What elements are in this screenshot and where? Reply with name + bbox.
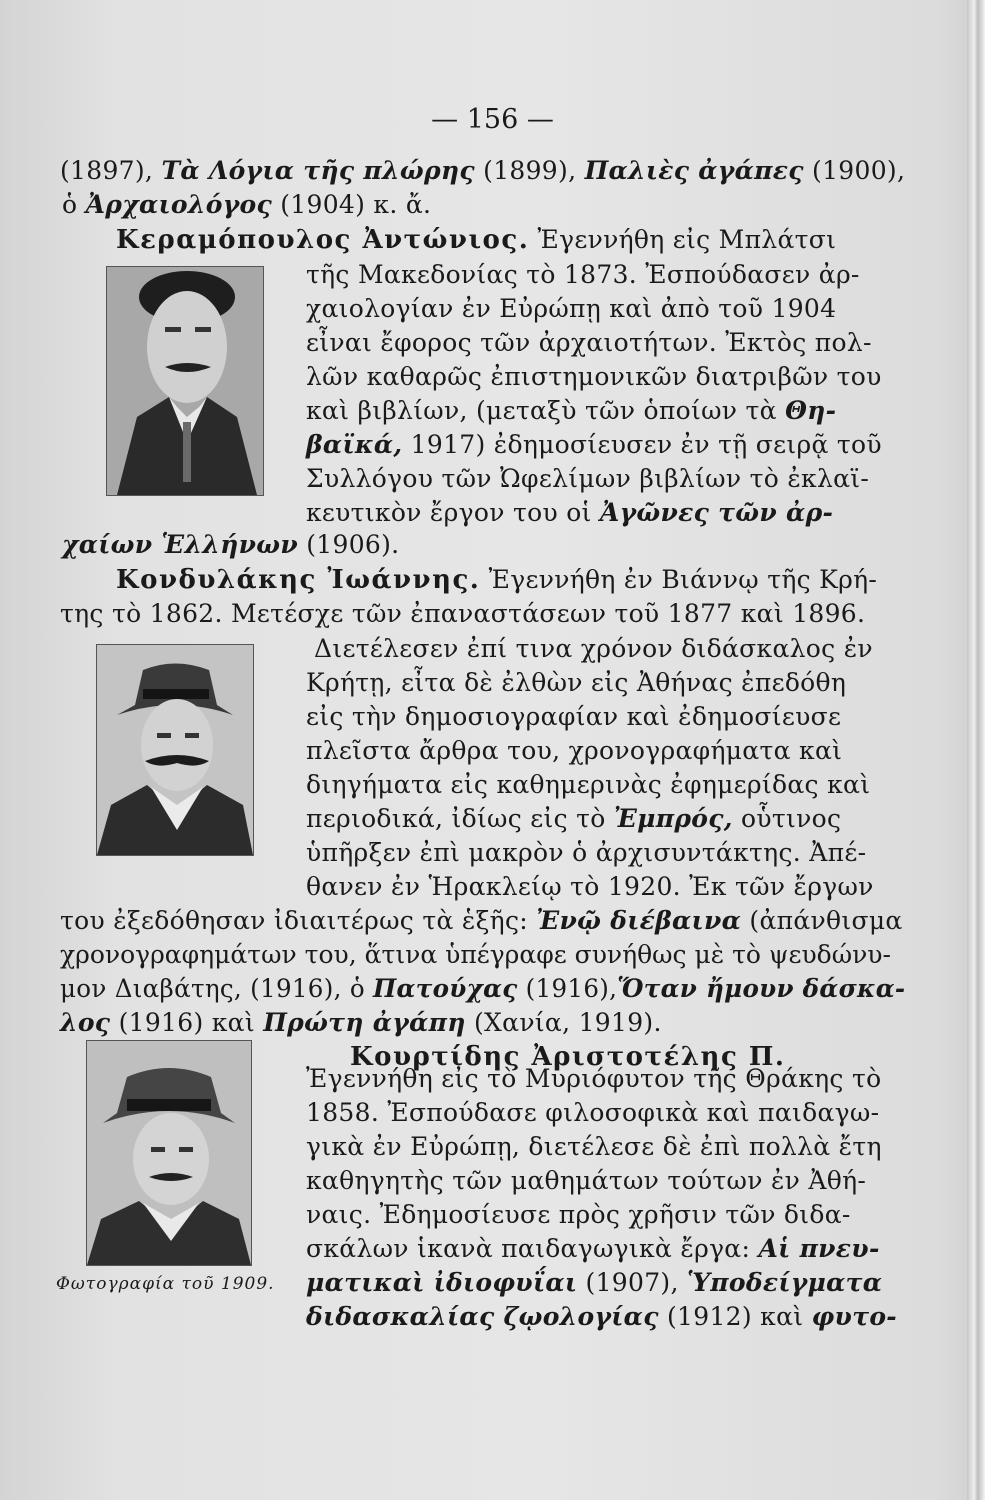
text-line: της τὸ 1862. Μετέσχε τῶν ἐπαναστάσεων τοῦ 1877 καὶ 1896. — [60, 599, 866, 628]
work-title: Τὰ Λόγια τῆς πλώρης — [161, 156, 475, 185]
text-line — [60, 976, 905, 1001]
entry-name: Κουρτίδης Ἀριστοτέλης Π. — [350, 1042, 786, 1072]
text-line: χρονογραφημάτων του, ἅτινα ὑπέγραφε συνήθως μὲ τὸ ψευδώνυ- — [60, 940, 891, 969]
text-segment: σκάλων ἱκανὰ παιδαγωγικὰ ἔργα: — [306, 1234, 759, 1263]
text-line: καθηγητὴς τῶν μαθημάτων τούτων ἐν Ἀθή- — [306, 1166, 867, 1195]
work-title: Ὑποδείγματα — [686, 1268, 883, 1297]
work-title: φυτο- — [811, 1302, 897, 1331]
text-line — [306, 1304, 897, 1329]
portrait-image — [107, 267, 263, 495]
text-line: εἰς τὴν δημοσιογραφίαν καὶ ἐδημοσίευσε — [306, 702, 842, 731]
work-title: Πρώτη ἀγάπη — [263, 1008, 466, 1037]
portrait-image — [87, 1041, 251, 1265]
text-line — [60, 1010, 662, 1035]
text-segment: κευτικὸν ἔργον του οἱ — [306, 498, 600, 527]
work-title: Παλιὲς ἀγάπες — [584, 156, 804, 185]
text-line: πλεῖστα ἄρθρα του, χρονογραφήματα καὶ — [306, 736, 843, 765]
work-title: Ἐνῷ διέβαινα — [536, 906, 742, 935]
text-line: χαιολογίαν ἐν Εὐρώπῃ καὶ ἀπὸ τοῦ 1904 — [306, 294, 837, 323]
text-segment: ὁ — [62, 190, 86, 219]
text-line — [306, 398, 836, 423]
work-title: Ὅταν ἤμουν δάσκα- — [617, 974, 906, 1003]
text-line — [306, 500, 833, 525]
text-line: γικὰ ἐν Εὐρώπῃ, διετέλεσε δὲ ἐπὶ πολλὰ ἔτη — [306, 1132, 882, 1161]
work-title: Ἐμπρός, — [613, 804, 733, 833]
text-segment: Ἐγεννήθη ἐν Βιάννῳ τῆς Κρή- — [480, 565, 878, 594]
entry-name: Κονδυλάκης Ἰωάννης. — [116, 565, 481, 595]
portrait-photo-keramopoulos — [106, 266, 264, 496]
entry-heading-line — [116, 227, 836, 253]
text-segment: (Χανία, 1919). — [465, 1008, 662, 1037]
text-line — [306, 432, 882, 457]
text-segment: (1916) καὶ — [110, 1008, 264, 1037]
text-segment: (1912) καὶ — [658, 1302, 812, 1331]
text-segment: (1907), — [577, 1268, 687, 1297]
text-line: θανεν ἐν Ἡρακλείῳ τὸ 1920. Ἐκ τῶν ἔργων — [306, 872, 874, 901]
work-title: Ἀρχαιολόγος — [85, 190, 272, 219]
work-title: χαίων Ἑλλήνων — [62, 530, 298, 559]
text-line: τῆς Μακεδονίας τὸ 1873. Ἐσπούδασεν ἀρ- — [306, 260, 860, 289]
page-number: — 156 — — [431, 104, 554, 135]
text-line: Ἐγεννήθη εἰς τὸ Μυριόφυτον τῆς Θράκης τὸ — [306, 1064, 882, 1093]
work-title: Θη- — [785, 396, 837, 425]
text-line — [306, 1236, 880, 1261]
text-line: ὑπῆρξεν ἐπὶ μακρὸν ὁ ἀρχισυντάκτης. Ἀπέ- — [306, 838, 867, 867]
work-title: λος — [60, 1008, 111, 1037]
text-segment: (1899), — [474, 156, 585, 185]
text-segment: μον Διαβάτης, (1916), ὁ — [60, 974, 374, 1003]
text-line — [60, 158, 905, 183]
entry-heading-line — [116, 567, 877, 593]
text-segment: (1906). — [297, 530, 400, 559]
text-line: διηγήματα εἰς καθημερινὰς ἐφημερίδας καὶ — [306, 770, 871, 799]
text-segment: (1900), — [803, 156, 906, 185]
work-title: Πατούχας — [373, 974, 518, 1003]
text-line: λῶν καθαρῶς ἐπιστημονικῶν διατριβῶν του — [306, 362, 882, 391]
text-line — [306, 806, 841, 831]
text-segment: καὶ βιβλίων, (μεταξὺ τῶν ὁποίων τὰ — [306, 396, 786, 425]
text-segment: (1916), — [517, 974, 618, 1003]
portrait-image — [97, 645, 253, 855]
text-segment: Ἐγεννήθη εἰς Μπλάτσι — [529, 225, 837, 254]
text-line — [62, 192, 431, 217]
text-line — [60, 908, 903, 933]
text-line: ναις. Ἐδημοσίευσε πρὸς χρῆσιν τῶν διδα- — [306, 1200, 851, 1229]
photo-caption: Φωτογραφία τοῦ 1909. — [56, 1274, 275, 1294]
work-title: Ἀγῶνες τῶν ἀρ- — [599, 498, 834, 527]
work-title: Αἱ πνευ- — [758, 1234, 880, 1263]
text-segment: (1904) κ. ἄ. — [272, 190, 432, 219]
text-segment: (1897), — [60, 156, 162, 185]
portrait-photo-kondylakis — [96, 644, 254, 856]
portrait-photo-kourtidis — [86, 1040, 252, 1266]
text-segment: 1917) ἐδημοσίευσεν ἐν τῇ σειρᾷ τοῦ — [402, 430, 882, 459]
work-title: ματικαὶ ἰδιοφυΐαι — [306, 1268, 578, 1297]
text-segment: του ἐξεδόθησαν ἰδιαιτέρως τὰ ἑξῆς: — [60, 906, 537, 935]
text-line: Συλλόγου τῶν Ὠφελίμων βιβλίων τὸ ἐκλαϊ- — [306, 464, 870, 493]
text-line: εἶναι ἔφορος τῶν ἀρχαιοτήτων. Ἐκτὸς πολ- — [306, 328, 872, 357]
text-line — [306, 1270, 882, 1295]
text-line — [62, 532, 399, 557]
text-segment: (ἀπάνθισμα — [741, 906, 903, 935]
work-title: βαϊκά, — [306, 430, 403, 459]
text-line: 1858. Ἐσπούδασε φιλοσοφικὰ καὶ παιδαγω- — [306, 1098, 880, 1127]
text-segment: περιοδικά, ἰδίως εἰς τὸ — [306, 804, 614, 833]
page-edge — [967, 0, 985, 1500]
text-line: Διετέλεσεν ἐπί τινα χρόνον διδάσκαλος ἐν — [314, 634, 873, 663]
text-line: Κρήτῃ, εἶτα δὲ ἐλθὼν εἰς Ἀθήνας ἐπεδόθη — [306, 668, 847, 697]
entry-name: Κεραμόπουλος Ἀντώνιος. — [116, 225, 530, 255]
text-segment: οὗτινος — [732, 804, 842, 833]
work-title: διδασκαλίας ζῳολογίας — [306, 1302, 659, 1331]
